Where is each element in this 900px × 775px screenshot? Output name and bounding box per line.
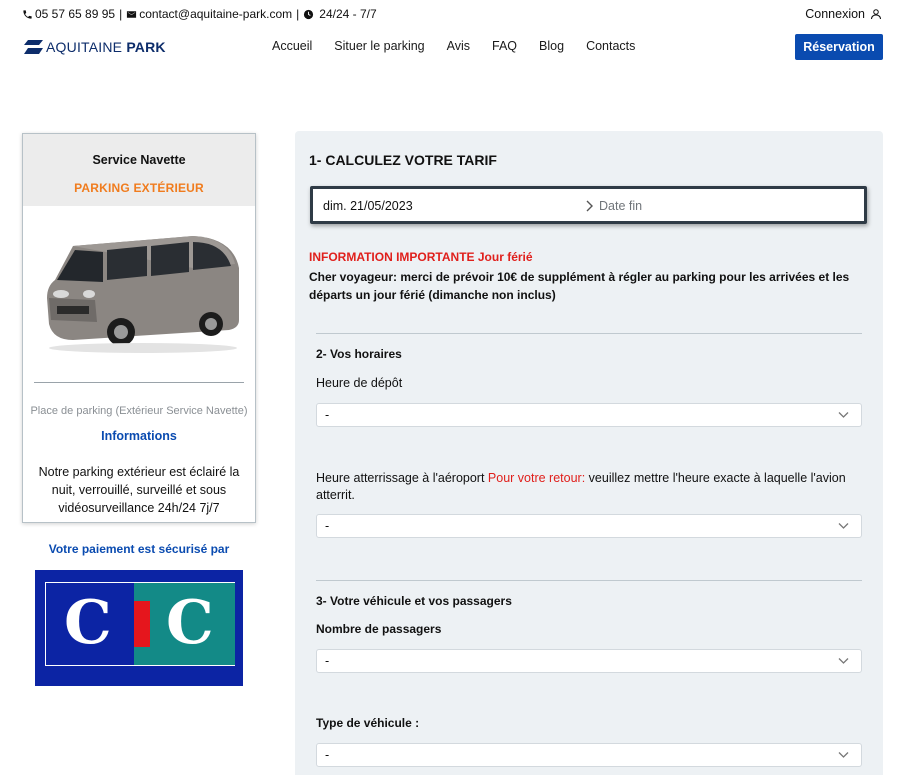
shuttle-van-image bbox=[43, 228, 239, 354]
date-range-picker[interactable] bbox=[310, 186, 867, 224]
card-header bbox=[23, 134, 255, 206]
nav-item-contacts[interactable]: Contacts bbox=[586, 39, 636, 53]
landing-time-select[interactable] bbox=[316, 514, 862, 538]
section-divider bbox=[316, 580, 862, 581]
chevron-down-icon bbox=[838, 411, 849, 419]
informations-heading: Informations bbox=[101, 429, 177, 443]
user-icon bbox=[870, 8, 882, 20]
nav-item-avis[interactable]: Avis bbox=[446, 39, 471, 53]
end-date-placeholder[interactable]: Date fin bbox=[599, 199, 643, 213]
landing-time-value: - bbox=[325, 519, 330, 533]
main-navigation bbox=[0, 30, 900, 64]
passengers-select[interactable] bbox=[316, 649, 862, 673]
holiday-alert-body: Cher voyageur: merci de prévoir 10€ de supplément à régler au parking pour les arrivées et les départs un jour férié (dimanche non inclus) bbox=[309, 270, 850, 302]
chevron-down-icon bbox=[838, 657, 849, 665]
step2-title: 2- Vos horaires bbox=[316, 347, 402, 361]
reservation-button[interactable]: Réservation bbox=[795, 34, 883, 60]
drop-time-label: Heure de dépôt bbox=[316, 376, 403, 390]
separator: | bbox=[119, 7, 123, 21]
login-label: Connexion bbox=[805, 7, 865, 21]
cic-logo-red-bar bbox=[134, 601, 150, 647]
chevron-down-icon bbox=[838, 522, 849, 530]
card-subtitle: PARKING EXTÉRIEUR bbox=[74, 181, 204, 195]
holiday-alert-title: INFORMATION IMPORTANTE Jour férié bbox=[309, 250, 533, 264]
clock-icon bbox=[303, 9, 314, 20]
drop-time-value: - bbox=[325, 408, 330, 422]
drop-time-select[interactable] bbox=[316, 403, 862, 427]
step1-title: 1- CALCULEZ VOTRE TARIF bbox=[309, 152, 497, 168]
nav-item-situer-parking[interactable]: Situer le parking bbox=[334, 39, 425, 53]
parking-place-type: Place de parking (Extérieur Service Navette) bbox=[30, 405, 248, 417]
brand-name: AQUITAINE PARK bbox=[46, 39, 166, 55]
cic-logo-frame bbox=[45, 582, 235, 666]
start-date-value[interactable]: dim. 21/05/2023 bbox=[323, 199, 413, 213]
vehicle-type-select[interactable] bbox=[316, 743, 862, 767]
opening-hours: 24/24 - 7/7 bbox=[319, 7, 377, 21]
nav-item-accueil[interactable]: Accueil bbox=[272, 39, 313, 53]
cic-logo-letter-right: C bbox=[166, 588, 214, 658]
parking-description: Notre parking extérieur est éclairé la nuit, verrouillé, surveillé et sous vidéosurveillance 24h/24 7j/7 bbox=[38, 465, 240, 515]
card-title: Service Navette bbox=[92, 153, 186, 167]
secure-payment-label: Votre paiement est sécurisé par bbox=[48, 542, 230, 556]
nav-menu bbox=[272, 39, 635, 53]
landing-time-label: Heure atterrissage à l'aéroport Pour votre retour: veuillez mettre l'heure exacte à laquelle l'avion atterrit. bbox=[316, 471, 846, 502]
cic-bank-logo bbox=[35, 570, 243, 686]
return-highlight: Pour votre retour: bbox=[487, 471, 586, 485]
tariff-form-panel bbox=[295, 131, 883, 775]
chevron-right-icon bbox=[585, 199, 595, 213]
nav-item-faq[interactable]: FAQ bbox=[492, 39, 518, 53]
chevron-down-icon bbox=[838, 751, 849, 759]
contact-info bbox=[22, 7, 377, 21]
service-card bbox=[22, 133, 256, 523]
passengers-label: Nombre de passagers bbox=[316, 622, 442, 636]
email-link[interactable]: contact@aquitaine-park.com bbox=[139, 7, 293, 21]
passengers-value: - bbox=[325, 654, 330, 668]
brand-logo[interactable] bbox=[24, 39, 166, 55]
logo-mark-icon bbox=[24, 40, 43, 54]
separator: | bbox=[296, 7, 300, 21]
cic-logo-letter-left: C bbox=[64, 588, 112, 658]
envelope-icon bbox=[126, 9, 137, 20]
phone-number[interactable]: 05 57 65 89 95 bbox=[35, 7, 116, 21]
nav-item-blog[interactable]: Blog bbox=[539, 39, 565, 53]
top-info-bar bbox=[0, 0, 900, 29]
login-link[interactable] bbox=[805, 7, 882, 21]
step3-title: 3- Votre véhicule et vos passagers bbox=[316, 594, 512, 608]
phone-icon bbox=[22, 9, 33, 20]
section-divider bbox=[316, 333, 862, 334]
vehicle-type-label: Type de véhicule : bbox=[316, 716, 420, 730]
vehicle-type-value: - bbox=[325, 748, 330, 762]
card-divider bbox=[34, 382, 244, 383]
